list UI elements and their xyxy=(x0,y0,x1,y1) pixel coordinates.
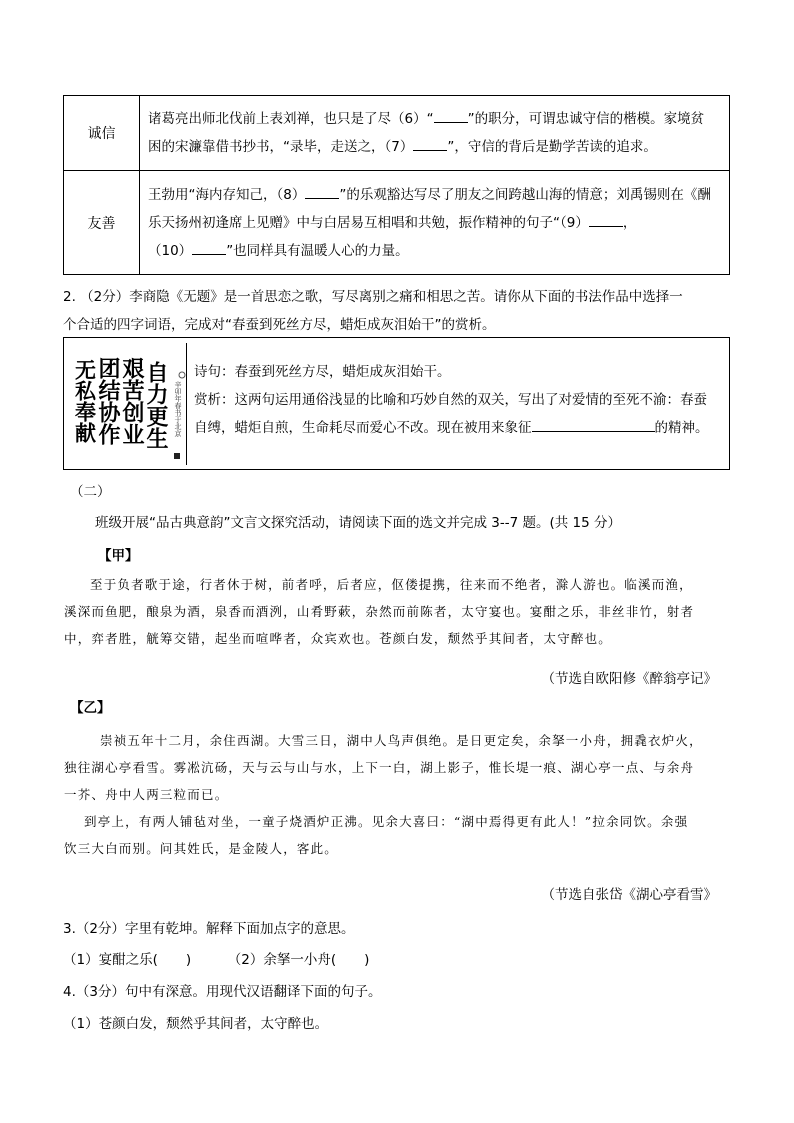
blank-9[interactable] xyxy=(589,226,623,227)
passage-yi-source: （节选自张岱《湖心亭看雪》 xyxy=(541,887,717,903)
virtue-table xyxy=(63,95,730,275)
calligraphy-question-box xyxy=(63,337,730,470)
seal-mark-icon xyxy=(179,372,185,378)
calligraphy-col-4: 无私奉献 xyxy=(72,359,98,443)
table-row xyxy=(64,171,730,275)
blank-10[interactable] xyxy=(192,254,226,255)
question-4-item-1: （1）苍颜白发，颓然乎其间者，太守醉也。 xyxy=(63,1016,329,1032)
question-2: 2. （2分）李商隐《无题》是一首思恋之歌，写尽离别之痛和相思之苦。请你从下面的书法作品中选择一 个合适的四字词语，完成对“春蚕到死丝方尽，蜡炬成灰泪始干”的赏析。 xyxy=(63,289,683,333)
seal-icon xyxy=(174,453,180,459)
question-4-title: 4.（3分）句中有深意。用现代汉语翻译下面的句子。 xyxy=(63,984,382,1000)
question-3-items: （1）宴酣之乐( ) （2）余拏一小舟( ) xyxy=(63,952,370,968)
calligraphy-col-2: 艰苦创业 xyxy=(119,357,145,445)
passage-jia-label: 【甲】 xyxy=(98,548,139,564)
section-intro: 班级开展“品古典意韵”文言文探究活动，请阅读下面的选文并完成 3--7 题。(共 15 分） xyxy=(95,515,622,531)
calligraphy-col-3: 团结协作 xyxy=(95,357,121,445)
row-label-honesty: 诚信 xyxy=(64,96,140,171)
passage-jia-source: （节选自欧阳修《醉翁亭记》 xyxy=(541,671,717,687)
calligraphy-image xyxy=(70,343,187,465)
calligraphy-artwork xyxy=(70,343,186,465)
table-row xyxy=(64,96,730,171)
blank-spirit[interactable] xyxy=(532,431,655,432)
section-heading: （二） xyxy=(70,484,111,500)
calligraphy-col-1: 自力更生 xyxy=(143,361,169,449)
blank-6[interactable] xyxy=(434,122,468,123)
question-3-title: 3.（2分）字里有乾坤。解释下面加点字的意思。 xyxy=(63,921,355,937)
row-content-honesty: 诸葛亮出师北伐前上表刘禅，也只是了尽（6）“ ”的职分，可谓忠诚守信的楷模。家境贫 困的宋濂靠借书抄书，“录毕，走送之，（7） ”，守信的背后是勤学苦读的追求。 xyxy=(140,96,730,171)
row-label-friendly: 友善 xyxy=(64,171,140,275)
passage-jia: 至于负者歌于途，行者休于树，前者呼，后者应，伛偻提携，往来而不绝者，滁人游也。临溪而渔， 溪深而鱼肥，酿泉为酒，泉香而酒洌，山肴野蔌，杂然而前陈者，太守宴也。宴酣之乐，非丝非竹，射者 中，弈者胜，觥筹交错，起坐而喧哗者，众宾欢也。苍颜白发，颓然乎其间者，太守醉也。 xyxy=(64,577,695,646)
appreciation-text: 诗句：春蚕到死丝方尽，蜡炬成灰泪始干。 赏析：这两句运用通俗浅显的比喻和巧妙自然的双关，写出了对爱情的至死不渝：春蚕 自缚，蜡炬自煎，生命耗尽而爱心不改。现在被用来象征 的精神。 xyxy=(194,364,709,436)
passage-yi-label: 【乙】 xyxy=(70,700,111,716)
blank-7[interactable] xyxy=(413,150,447,151)
calligraphy-inscription: 辛卯年春书于北京 xyxy=(174,381,182,437)
blank-8[interactable] xyxy=(305,198,339,199)
passage-yi: 崇祯五年十二月，余住西湖。大雪三日，湖中人鸟声俱绝。是日更定矣，余拏一小舟，拥毳衣炉火， 独往湖心亭看雪。雾凇沆砀，天与云与山与水，上下一白，湖上影子，惟长堤一痕、湖心亭一点、与余舟 一芥、舟中人两三粒而已。 到亭上，有两人铺毡对坐，一童子烧酒炉正沸。见余大喜曰：“湖中焉得更有此人！”拉余同饮。余强 饮三大白而别。问其姓氏，是金陵人，客此。 xyxy=(64,733,703,856)
row-content-friendly: 王勃用“海内存知己，（8） ”的乐观豁达写尽了朋友之间跨越山海的情意；刘禹锡则在《酬 乐天扬州初逢席上见赠》中与白居易互相唱和共勉，振作精神的句子“（9） ， （10） ”也同样具有温暖人心的力量。 xyxy=(140,171,730,275)
